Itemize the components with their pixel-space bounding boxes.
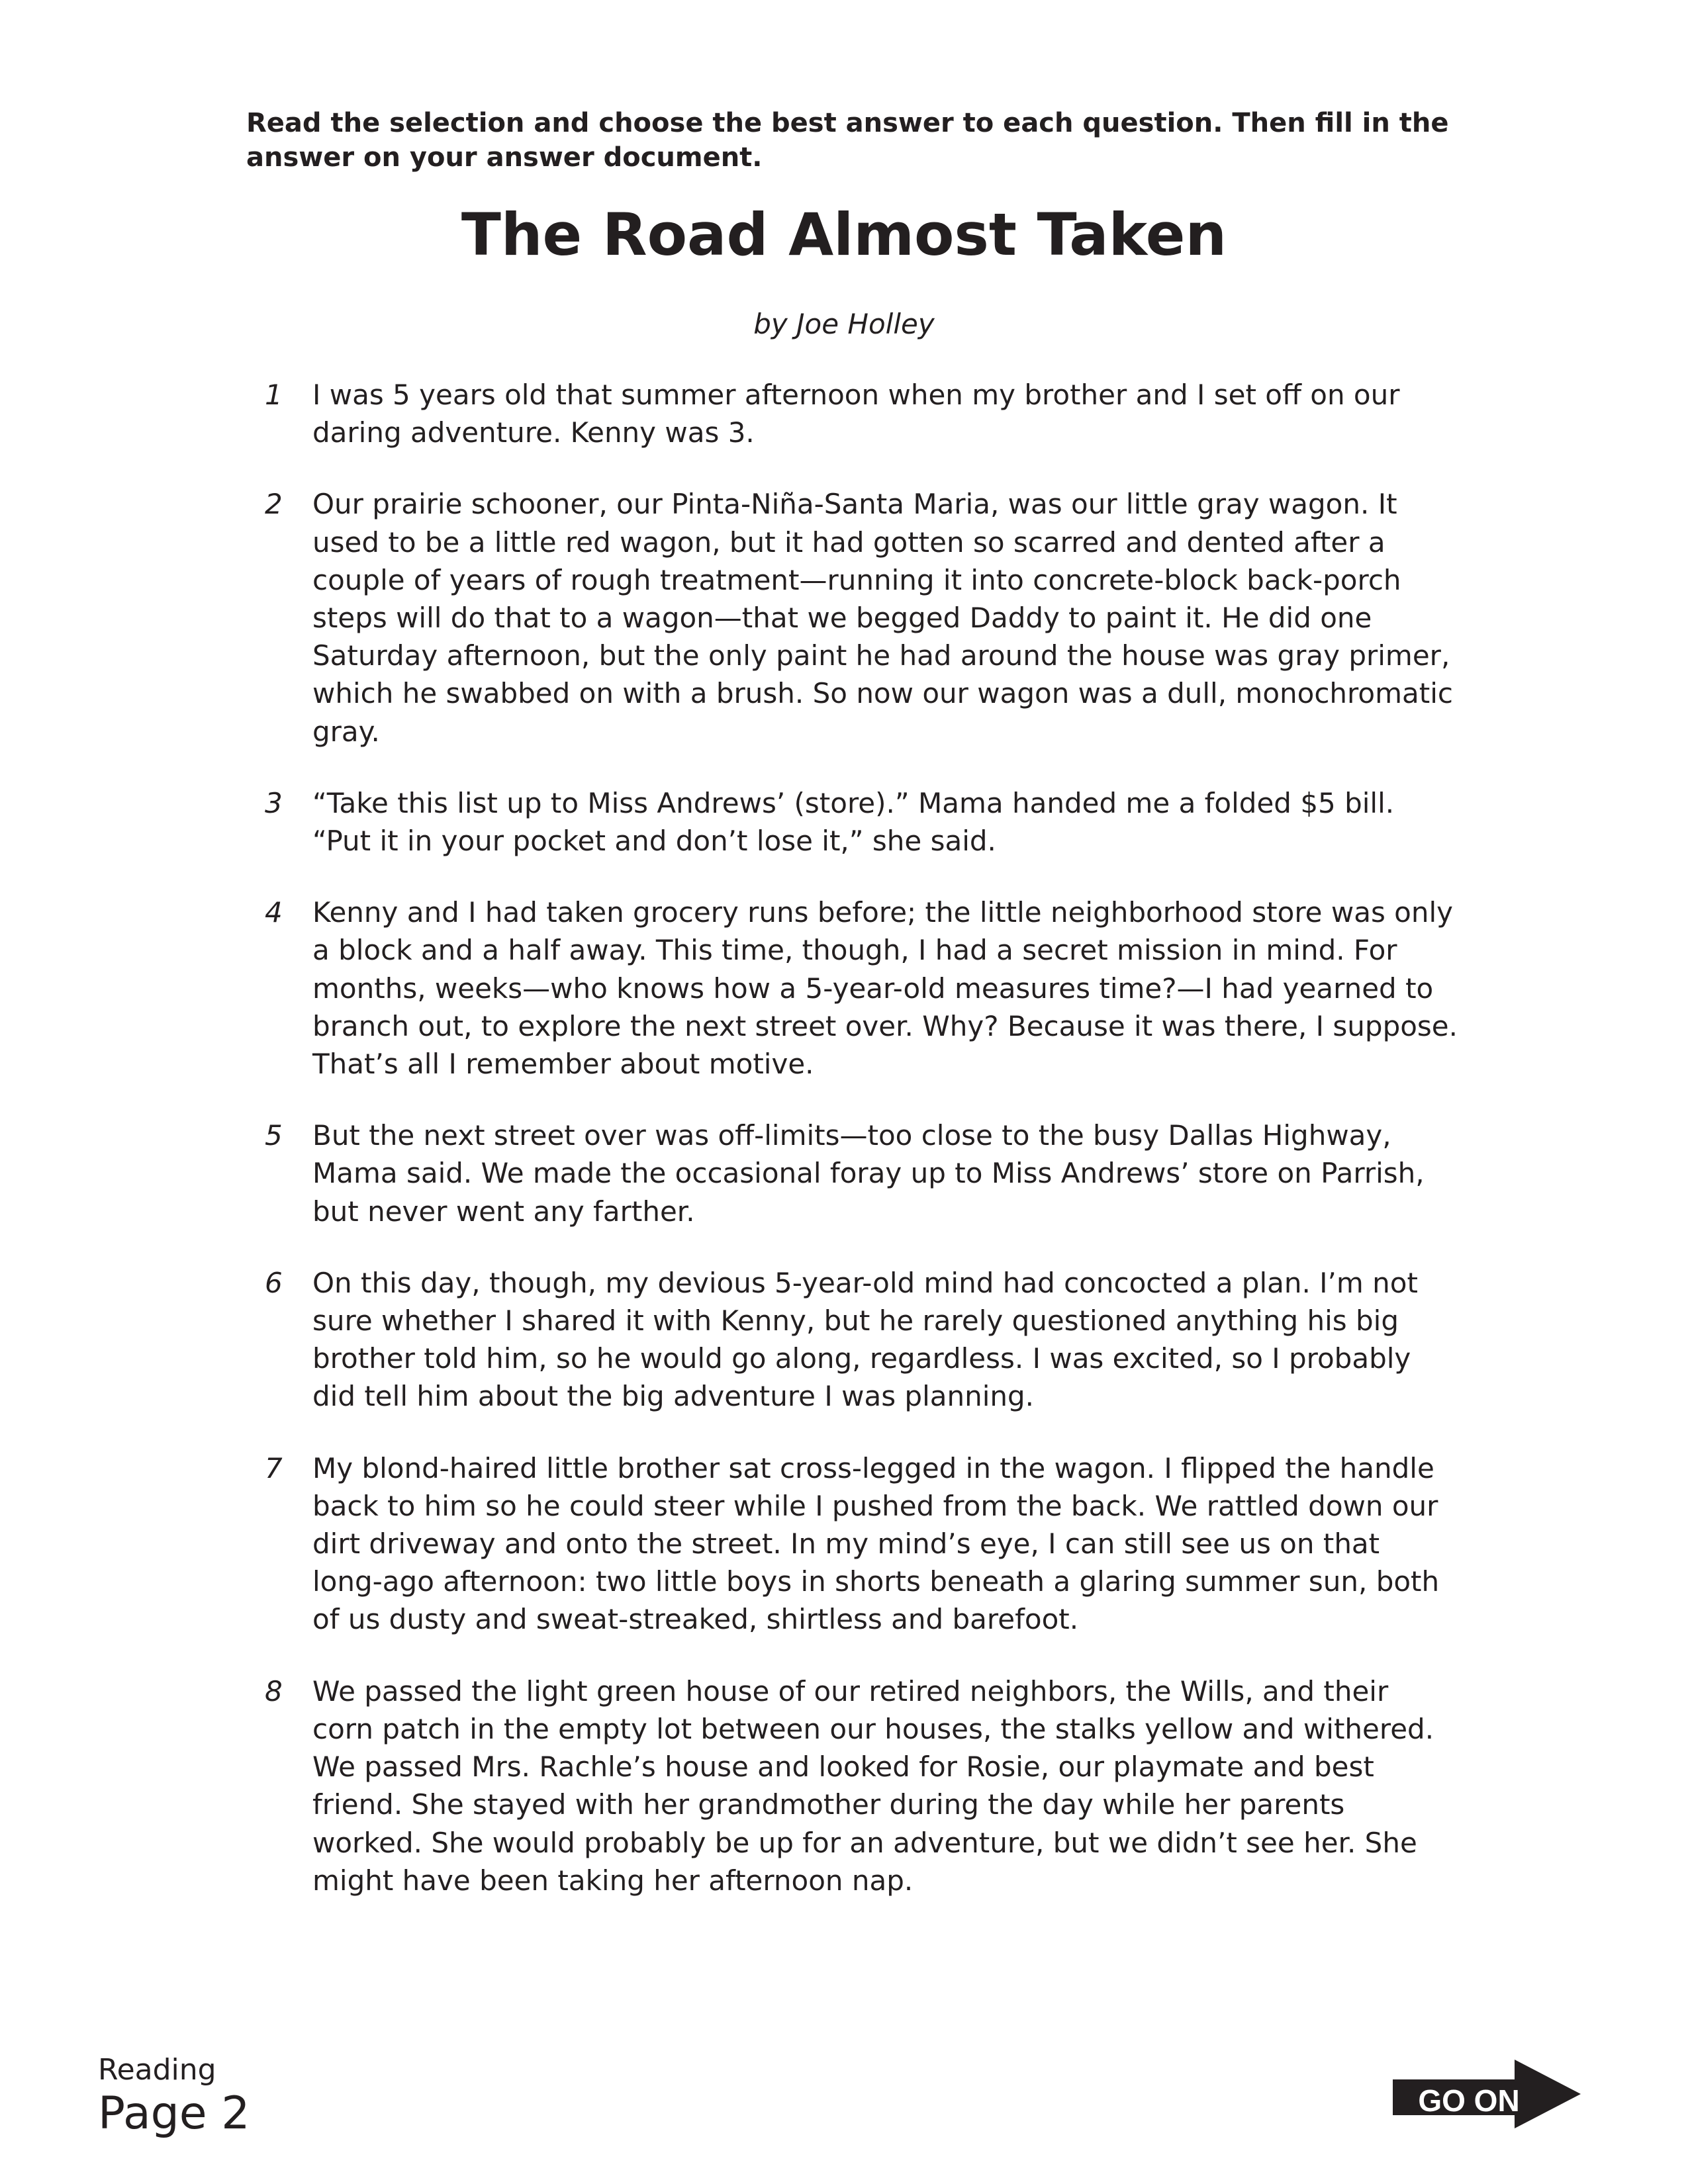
paragraph-text: “Take this list up to Miss Andrews’ (store).” Mama handed me a folded $5 bill. “Put it in your pocket and don’t lose it,” she said. — [312, 786, 1395, 858]
paragraph-text: I was 5 years old that summer afternoon when my brother and I set off on our daring adventure. Kenny was 3. — [312, 379, 1400, 449]
paragraph-number: 3 — [265, 786, 283, 819]
paragraph-number: 4 — [265, 896, 283, 929]
passage-body — [246, 376, 1458, 1933]
paragraph-number: 1 — [265, 379, 283, 411]
paragraph-number: 6 — [265, 1266, 283, 1299]
paragraph — [246, 376, 1458, 451]
byline: by Joe Holley — [753, 308, 935, 340]
paragraph-text: Kenny and I had taken grocery runs before; the little neighborhood store was only a block and a half away. This time, though, I had a secret mission in mind. For months, weeks—who knows how a 5-year-old measures time?—I had yearned to branch out, to explore the next street over. Why? Because it was there, I suppose. That’s all I remember about motive. — [312, 896, 1458, 1081]
paragraph-number: 5 — [265, 1119, 283, 1152]
passage-title: The Road Almost Taken — [461, 201, 1227, 269]
instructions: Read the selection and choose the best answer to each question. Then fill in the answer on your answer document. — [246, 108, 1449, 173]
page-number: Page 2 — [98, 2087, 250, 2140]
paragraph — [246, 1264, 1458, 1416]
paragraph-number: 8 — [265, 1674, 283, 1707]
paragraph — [246, 1672, 1458, 1899]
paragraph-text: On this day, though, my devious 5-year-old mind had concocted a plan. I’m not sure whether I shared it with Kenny, but he rarely questioned anything his big brother told him, so he would go along, regardless. I was excited, so I probably did tell him about the big adventure I was planning. — [312, 1266, 1418, 1413]
go-on-label: GO ON — [1418, 2083, 1520, 2118]
paragraph-text: Our prairie schooner, our Pinta-Niña-Santa Maria, was our little gray wagon. It used to be a little red wagon, but it had gotten so scarred and dented after a couple of years of rough treatment—running it into concrete-block back-porch steps will do that to a wagon—that we begged Daddy to paint it. He did one Saturday afternoon, but the only paint he had around the house was gray primer, which he swabbed on with a brush. So now our wagon was a dull, monochromatic gray. — [312, 488, 1453, 748]
paragraph — [246, 893, 1458, 1083]
paragraph-text: But the next street over was off-limits—too close to the busy Dallas Highway, Mama said. We made the occasional foray up to Miss Andrews’ store on Parrish, but never went any farther. — [312, 1119, 1425, 1228]
paragraph — [246, 784, 1458, 860]
paragraph-text: My blond-haired little brother sat cross-legged in the wagon. I flipped the handle back to him so he could steer while I pushed from the back. We rattled down our dirt driveway and onto the street. In my mind’s eye, I can still see us on that long-ago afternoon: two little boys in shorts beneath a glaring summer sun, both of us dusty and sweat-streaked, shirtless and barefoot. — [312, 1451, 1440, 1636]
paragraph-number: 7 — [265, 1451, 283, 1484]
paragraph — [246, 485, 1458, 750]
paragraph-text: We passed the light green house of our retired neighbors, the Wills, and their corn patch in the empty lot between our houses, the stalks yellow and withered. We passed Mrs. Rachle’s house and looked for Rosie, our playmate and best friend. She stayed with her grandmother during the day while her parents worked. She would probably be up for an adventure, but we didn’t see her. She might have been taking her afternoon nap. — [312, 1674, 1434, 1897]
section-label: Reading — [98, 2053, 216, 2087]
paragraph — [246, 1116, 1458, 1230]
go-on-badge — [1393, 2060, 1581, 2128]
paragraph — [246, 1449, 1458, 1639]
paragraph-number: 2 — [265, 488, 283, 521]
